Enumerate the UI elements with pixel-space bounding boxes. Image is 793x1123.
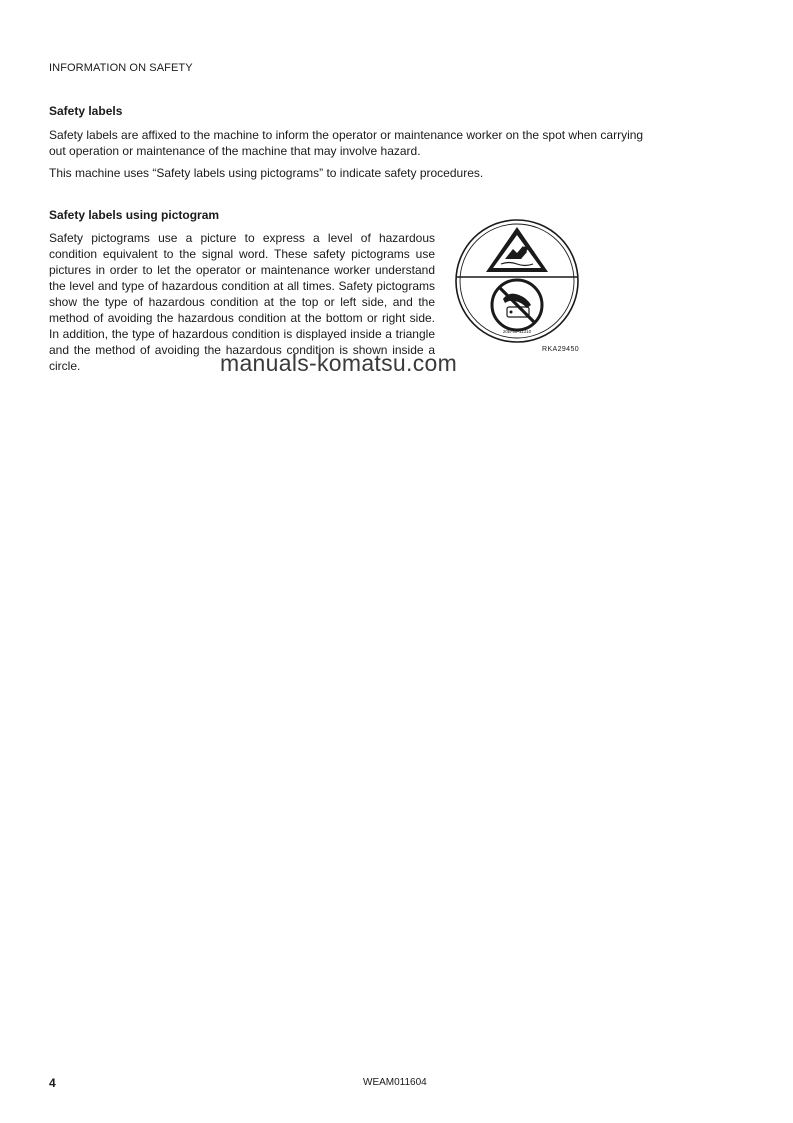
safety-labels-paragraph-1 xyxy=(49,127,729,159)
safety-labels-paragraph-2: This machine uses “Safety labels using pictograms” to indicate safety procedures. xyxy=(49,166,484,180)
section-heading-safety-labels: Safety labels xyxy=(49,104,123,118)
section-heading-pictogram: Safety labels using pictogram xyxy=(49,208,220,222)
running-header: INFORMATION ON SAFETY xyxy=(49,62,193,74)
figure-code: RKA29450 xyxy=(542,346,580,353)
watermark: manuals-komatsu.com xyxy=(220,350,458,376)
document-code: WEAM011604 xyxy=(363,1077,427,1088)
page-number: 4 xyxy=(49,1076,56,1090)
prohibition-circle-icon xyxy=(492,280,542,330)
safety-pictogram-label-figure xyxy=(451,219,587,345)
pictogram-paragraph: Safety pictograms use a picture to express a level of hazardous condition equivalent to the signal word. These safety pictograms use pictures in order to let the operator or maintenance worker understand the level and type of hazardous condition at all times. Safety pictograms show the type of hazardous condition at the top or left side, and the method of avoiding the hazardous condition at the bottom or right side. In addition, the type of hazardous condition is displayed inside a triangle and the method of avoiding the hazardous condition is shown inside a circle. xyxy=(49,231,435,373)
paragraph-line: Safety labels are affixed to the machine to inform the operator or maintenance worker on the spot when carrying xyxy=(49,128,644,142)
label-part-number: 20B-98-11310 xyxy=(502,329,532,334)
paragraph-line: out operation or maintenance of the machine that may involve hazard. xyxy=(49,144,421,158)
